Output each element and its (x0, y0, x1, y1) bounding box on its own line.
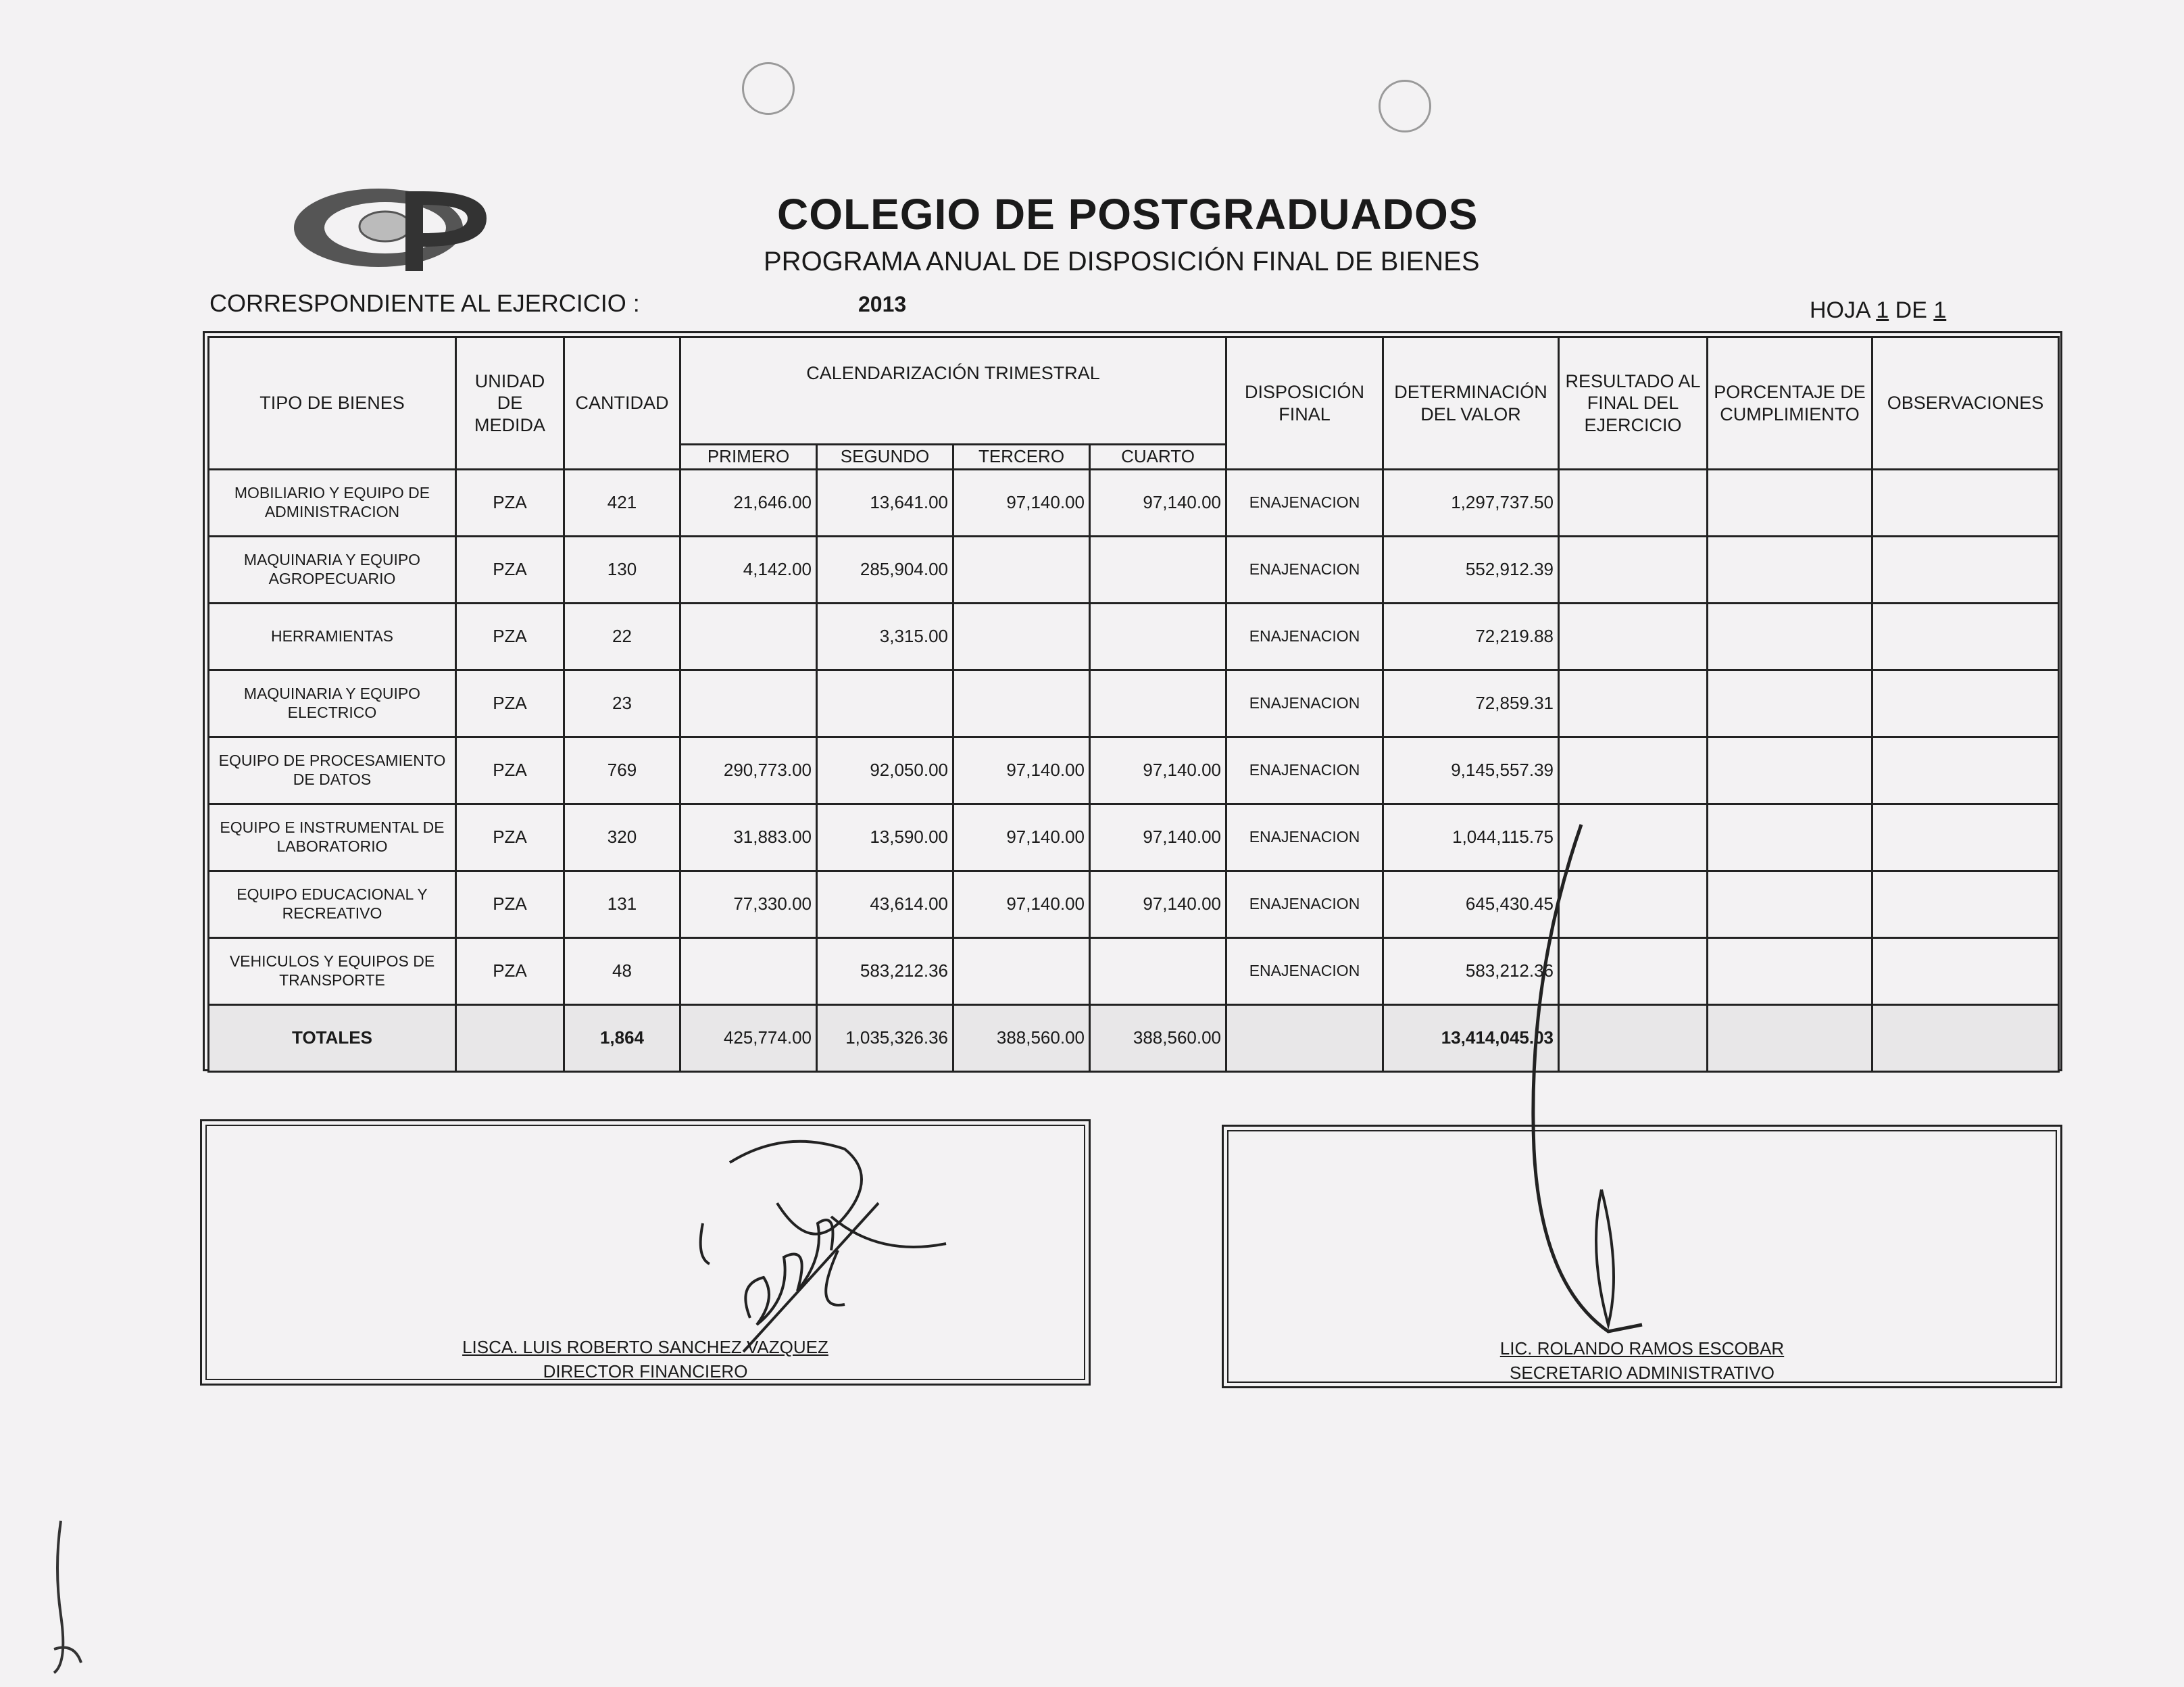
cell-tipo: MAQUINARIA Y EQUIPO AGROPECUARIO (209, 537, 456, 604)
cell-porcentaje (1708, 737, 1872, 804)
cell-cantidad: 48 (564, 938, 680, 1005)
cell-observaciones (1872, 737, 2059, 804)
cell-valor: 72,219.88 (1383, 604, 1559, 670)
cell-cantidad: 131 (564, 871, 680, 938)
sheet-of: DE (1895, 297, 1927, 323)
totals-valor: 13,414,045.03 (1383, 1005, 1559, 1072)
cell-segundo: 92,050.00 (817, 737, 953, 804)
cell-disposicion: ENAJENACION (1226, 537, 1383, 604)
disposal-table (207, 336, 2060, 1073)
cell-unidad: PZA (456, 470, 564, 537)
cell-disposicion: ENAJENACION (1226, 737, 1383, 804)
sheet-number: 1 (1876, 297, 1889, 323)
totals-label: TOTALES (209, 1005, 456, 1072)
table-row (209, 737, 2059, 804)
header-primero: PRIMERO (680, 445, 817, 470)
cell-tipo: EQUIPO E INSTRUMENTAL DE LABORATORIO (209, 804, 456, 871)
cell-unidad: PZA (456, 537, 564, 604)
cell-tercero (953, 604, 1090, 670)
header-observaciones: OBSERVACIONES (1872, 337, 2059, 470)
totals-porcentaje (1708, 1005, 1872, 1072)
cell-tercero (953, 670, 1090, 737)
cell-resultado (1559, 670, 1708, 737)
totals-primero: 425,774.00 (680, 1005, 817, 1072)
cell-tipo: HERRAMIENTAS (209, 604, 456, 670)
cell-unidad: PZA (456, 604, 564, 670)
margin-initials (41, 1514, 95, 1676)
sheet-counter (1810, 297, 1946, 324)
cell-primero: 77,330.00 (680, 871, 817, 938)
handwritten-signature-left (676, 1122, 973, 1379)
cell-disposicion: ENAJENACION (1226, 871, 1383, 938)
cell-unidad: PZA (456, 804, 564, 871)
cell-observaciones (1872, 871, 2059, 938)
cell-observaciones (1872, 604, 2059, 670)
header-resultado: RESULTADO AL FINAL DEL EJERCICIO (1559, 337, 1708, 470)
cell-valor: 552,912.39 (1383, 537, 1559, 604)
cell-cantidad: 421 (564, 470, 680, 537)
cell-segundo: 285,904.00 (817, 537, 953, 604)
header-unidad: UNIDAD DE MEDIDA (456, 337, 564, 470)
table-row (209, 470, 2059, 537)
cell-observaciones (1872, 938, 2059, 1005)
cell-segundo (817, 670, 953, 737)
header-cuarto: CUARTO (1090, 445, 1226, 470)
cell-tercero: 97,140.00 (953, 737, 1090, 804)
cell-segundo: 13,590.00 (817, 804, 953, 871)
table-row (209, 938, 2059, 1005)
header-calendarizacion: CALENDARIZACIÓN TRIMESTRAL (680, 337, 1226, 445)
cell-cuarto: 97,140.00 (1090, 871, 1226, 938)
page-title: COLEGIO DE POSTGRADUADOS (777, 190, 1479, 239)
cell-observaciones (1872, 470, 2059, 537)
cell-tipo: MAQUINARIA Y EQUIPO ELECTRICO (209, 670, 456, 737)
cell-primero (680, 938, 817, 1005)
sheet-total: 1 (1933, 297, 1947, 323)
cell-primero: 21,646.00 (680, 470, 817, 537)
cell-disposicion: ENAJENACION (1226, 938, 1383, 1005)
cp-logo (291, 179, 493, 274)
cell-segundo: 3,315.00 (817, 604, 953, 670)
cell-segundo: 583,212.36 (817, 938, 953, 1005)
totals-row (209, 1005, 2059, 1072)
totals-cuarto: 388,560.00 (1090, 1005, 1226, 1072)
exercise-label: CORRESPONDIENTE AL EJERCICIO : (209, 289, 640, 317)
cell-observaciones (1872, 537, 2059, 604)
handwritten-signature-right (1514, 811, 1649, 1338)
cell-segundo: 43,614.00 (817, 871, 953, 938)
punch-hole-right (1379, 80, 1431, 132)
sheet-label: HOJA (1810, 297, 1870, 323)
header-tercero: TERCERO (953, 445, 1090, 470)
cell-unidad: PZA (456, 938, 564, 1005)
page-subtitle: PROGRAMA ANUAL DE DISPOSICIÓN FINAL DE BIENES (764, 247, 1480, 276)
cell-unidad: PZA (456, 737, 564, 804)
cell-tercero (953, 537, 1090, 604)
cell-cantidad: 22 (564, 604, 680, 670)
cell-primero (680, 670, 817, 737)
cell-unidad: PZA (456, 670, 564, 737)
cell-observaciones (1872, 670, 2059, 737)
totals-disposicion (1226, 1005, 1383, 1072)
cell-cantidad: 769 (564, 737, 680, 804)
cell-primero: 290,773.00 (680, 737, 817, 804)
signer-right-name (1228, 1338, 2056, 1359)
cell-disposicion: ENAJENACION (1226, 604, 1383, 670)
cell-primero: 4,142.00 (680, 537, 817, 604)
signer-right-name-text: LIC. ROLANDO RAMOS ESCOBAR (1499, 1338, 1785, 1359)
cell-resultado (1559, 737, 1708, 804)
totals-cantidad: 1,864 (564, 1005, 680, 1072)
punch-hole-left (742, 62, 795, 115)
cell-cantidad: 130 (564, 537, 680, 604)
cell-porcentaje (1708, 470, 1872, 537)
cell-tercero: 97,140.00 (953, 470, 1090, 537)
header-determinacion: DETERMINACIÓN DEL VALOR (1383, 337, 1559, 470)
table-row (209, 871, 2059, 938)
cell-resultado (1559, 604, 1708, 670)
table-row (209, 670, 2059, 737)
cell-cuarto: 97,140.00 (1090, 470, 1226, 537)
header-tipo: TIPO DE BIENES (209, 337, 456, 470)
table-row (209, 537, 2059, 604)
table-row (209, 604, 2059, 670)
cell-valor: 9,145,557.39 (1383, 737, 1559, 804)
cell-tercero: 97,140.00 (953, 871, 1090, 938)
cell-porcentaje (1708, 871, 1872, 938)
totals-segundo: 1,035,326.36 (817, 1005, 953, 1072)
cell-valor: 645,430.45 (1383, 871, 1559, 938)
cell-tercero: 97,140.00 (953, 804, 1090, 871)
cell-cuarto (1090, 938, 1226, 1005)
cell-tercero (953, 938, 1090, 1005)
cell-observaciones (1872, 804, 2059, 871)
cell-cantidad: 23 (564, 670, 680, 737)
cell-resultado (1559, 537, 1708, 604)
cell-cuarto (1090, 537, 1226, 604)
cell-cuarto: 97,140.00 (1090, 804, 1226, 871)
cell-porcentaje (1708, 804, 1872, 871)
cell-tipo: EQUIPO DE PROCESAMIENTO DE DATOS (209, 737, 456, 804)
cell-valor: 1,297,737.50 (1383, 470, 1559, 537)
cell-tipo: MOBILIARIO Y EQUIPO DE ADMINISTRACION (209, 470, 456, 537)
cell-porcentaje (1708, 604, 1872, 670)
cell-tipo: VEHICULOS Y EQUIPOS DE TRANSPORTE (209, 938, 456, 1005)
totals-unidad (456, 1005, 564, 1072)
cell-unidad: PZA (456, 871, 564, 938)
cell-primero: 31,883.00 (680, 804, 817, 871)
header-disposicion: DISPOSICIÓN FINAL (1226, 337, 1383, 470)
exercise-year: 2013 (858, 292, 907, 316)
signer-left-name-text: LISCA. LUIS ROBERTO SANCHEZ VAZQUEZ (462, 1337, 828, 1357)
signer-left-title: DIRECTOR FINANCIERO (543, 1361, 748, 1382)
totals-tercero: 388,560.00 (953, 1005, 1090, 1072)
cell-valor: 1,044,115.75 (1383, 804, 1559, 871)
cell-cuarto: 97,140.00 (1090, 737, 1226, 804)
cell-cuarto (1090, 604, 1226, 670)
table-row (209, 804, 2059, 871)
cell-disposicion: ENAJENACION (1226, 670, 1383, 737)
cell-valor: 72,859.31 (1383, 670, 1559, 737)
header-segundo: SEGUNDO (817, 445, 953, 470)
header-cantidad: CANTIDAD (564, 337, 680, 470)
cell-cuarto (1090, 670, 1226, 737)
cell-porcentaje (1708, 670, 1872, 737)
disposal-table-frame (203, 331, 2062, 1071)
cell-resultado (1559, 470, 1708, 537)
totals-observaciones (1872, 1005, 2059, 1072)
cell-segundo: 13,641.00 (817, 470, 953, 537)
cell-tipo: EQUIPO EDUCACIONAL Y RECREATIVO (209, 871, 456, 938)
header-porcentaje: PORCENTAJE DE CUMPLIMIENTO (1708, 337, 1872, 470)
cell-primero (680, 604, 817, 670)
signer-right-title: SECRETARIO ADMINISTRATIVO (1510, 1363, 1775, 1383)
cell-disposicion: ENAJENACION (1226, 470, 1383, 537)
cell-porcentaje (1708, 537, 1872, 604)
cell-cantidad: 320 (564, 804, 680, 871)
cell-valor: 583,212.36 (1383, 938, 1559, 1005)
cell-porcentaje (1708, 938, 1872, 1005)
cell-disposicion: ENAJENACION (1226, 804, 1383, 871)
